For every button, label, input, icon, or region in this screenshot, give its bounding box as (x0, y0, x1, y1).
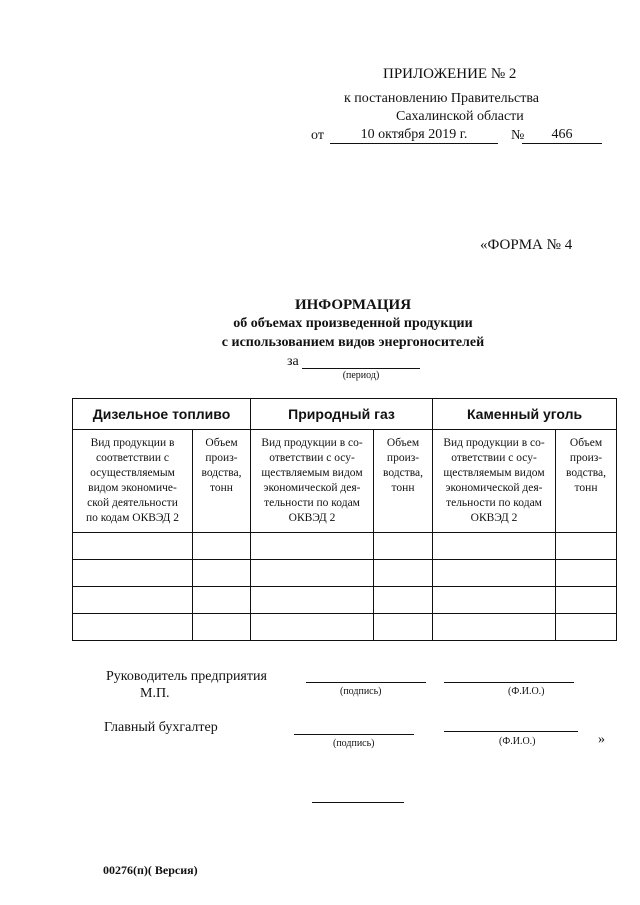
header-line: Вид продукции в (90, 437, 175, 449)
header-line: произ- (205, 452, 238, 464)
closing-quote: » (598, 732, 605, 747)
table-cell[interactable] (556, 614, 617, 641)
table-cell[interactable] (251, 533, 374, 560)
header-line: экономической дея- (263, 482, 361, 494)
header-line: произ- (386, 452, 420, 464)
group-coal: Каменный уголь (433, 399, 617, 430)
table-cell[interactable] (374, 560, 433, 587)
table-cell[interactable] (193, 614, 251, 641)
header-line: водства, (566, 467, 607, 479)
header-line: по кодам ОКВЭД 2 (85, 512, 180, 524)
footer-version (103, 863, 198, 878)
decree-number-label: № (511, 128, 525, 143)
table-cell[interactable] (433, 533, 556, 560)
header-line: тонн (391, 482, 415, 494)
table-cell[interactable] (251, 614, 374, 641)
head-signature-caption: (подпись) (340, 686, 382, 697)
header-line: осуществляемым (90, 467, 175, 479)
accountant-name-caption: (Ф.И.О.) (499, 736, 536, 747)
header-line: ответствии с осу- (269, 452, 355, 464)
header-line: ществляемым видом (443, 467, 545, 479)
table-cell[interactable] (374, 587, 433, 614)
table-row (73, 560, 617, 587)
table-cell[interactable] (73, 587, 193, 614)
period-prefix: за (287, 354, 299, 369)
header-line: ОКВЭД 2 (470, 512, 518, 524)
table-cell[interactable] (193, 560, 251, 587)
bottom-separator-line (312, 790, 404, 803)
decree-line-2: Сахалинской области (396, 109, 524, 124)
header-line: произ- (569, 452, 603, 464)
table-cell[interactable] (73, 560, 193, 587)
header-line: Вид продукции в со- (261, 437, 363, 449)
head-signature-field[interactable] (306, 670, 426, 683)
group-diesel: Дизельное топливо (73, 399, 251, 430)
table-cell[interactable] (251, 587, 374, 614)
subheader-row (73, 430, 617, 533)
table-cell[interactable] (433, 614, 556, 641)
col-product-type (73, 430, 193, 533)
energy-table (72, 398, 617, 641)
table-cell[interactable] (556, 587, 617, 614)
header-line: соответствии с (96, 452, 169, 464)
decree-number: 466 (522, 127, 602, 144)
decree-date: 10 октября 2019 г. (330, 127, 498, 144)
group-natural-gas: Природный газ (251, 399, 433, 430)
header-line: ответствии с осу- (451, 452, 537, 464)
table-cell[interactable] (73, 614, 193, 641)
table-body (73, 533, 617, 641)
group-header-row (73, 399, 617, 430)
table-cell[interactable] (433, 560, 556, 587)
document-title: ИНФОРМАЦИЯ (294, 297, 412, 313)
header-line: ОКВЭД 2 (288, 512, 336, 524)
header-line: водства, (201, 467, 242, 479)
header-line: тельности по кодам (264, 497, 360, 509)
header-line: ской деятельности (87, 497, 178, 509)
col-volume (556, 430, 617, 533)
table-cell[interactable] (556, 533, 617, 560)
col-volume (374, 430, 433, 533)
document-subtitle-2: с использованием видов энергоносителей (221, 335, 485, 350)
head-name-field[interactable] (444, 670, 574, 683)
header-line: Объем (205, 437, 238, 449)
decree-line-1: к постановлению Правительства (344, 91, 540, 106)
table-cell[interactable] (193, 533, 251, 560)
header-line: тонн (210, 482, 233, 494)
header-line: водства, (383, 467, 424, 479)
header-line: тельности по кодам (446, 497, 542, 509)
header-line: Объем (569, 437, 603, 449)
table-cell[interactable] (251, 560, 374, 587)
appendix-title: ПРИЛОЖЕНИЕ № 2 (383, 66, 517, 82)
table-cell[interactable] (374, 533, 433, 560)
col-product-type (251, 430, 374, 533)
document-subtitle-1: об объемах произведенной продукции (233, 316, 473, 331)
header-line: ществляемым видом (261, 467, 363, 479)
accountant-signature-caption: (подпись) (333, 738, 375, 749)
header-line: экономической дея- (445, 482, 543, 494)
stamp-label: М.П. (140, 686, 170, 701)
table-cell[interactable] (374, 614, 433, 641)
col-volume (193, 430, 251, 533)
footer-code: 00276(п)( Версия) (103, 863, 198, 877)
period-caption: (период) (342, 370, 380, 381)
table-row (73, 587, 617, 614)
header-line: тонн (574, 482, 598, 494)
table-cell[interactable] (193, 587, 251, 614)
form-label: «ФОРМА № 4 (480, 237, 573, 253)
head-name-caption: (Ф.И.О.) (508, 686, 545, 697)
table-cell[interactable] (73, 533, 193, 560)
accountant-signature-field[interactable] (294, 722, 414, 735)
accountant-label: Главный бухгалтер (104, 720, 218, 735)
header-line: Объем (386, 437, 420, 449)
table-cell[interactable] (433, 587, 556, 614)
table-row (73, 533, 617, 560)
period-field[interactable] (302, 354, 420, 369)
accountant-name-field[interactable] (444, 719, 578, 732)
table-cell[interactable] (556, 560, 617, 587)
table-row (73, 614, 617, 641)
header-line: видом экономиче- (88, 482, 177, 494)
header-line: Вид продукции в со- (443, 437, 545, 449)
head-label: Руководитель предприятия (106, 669, 267, 684)
col-product-type (433, 430, 556, 533)
date-from-label: от (311, 128, 324, 143)
